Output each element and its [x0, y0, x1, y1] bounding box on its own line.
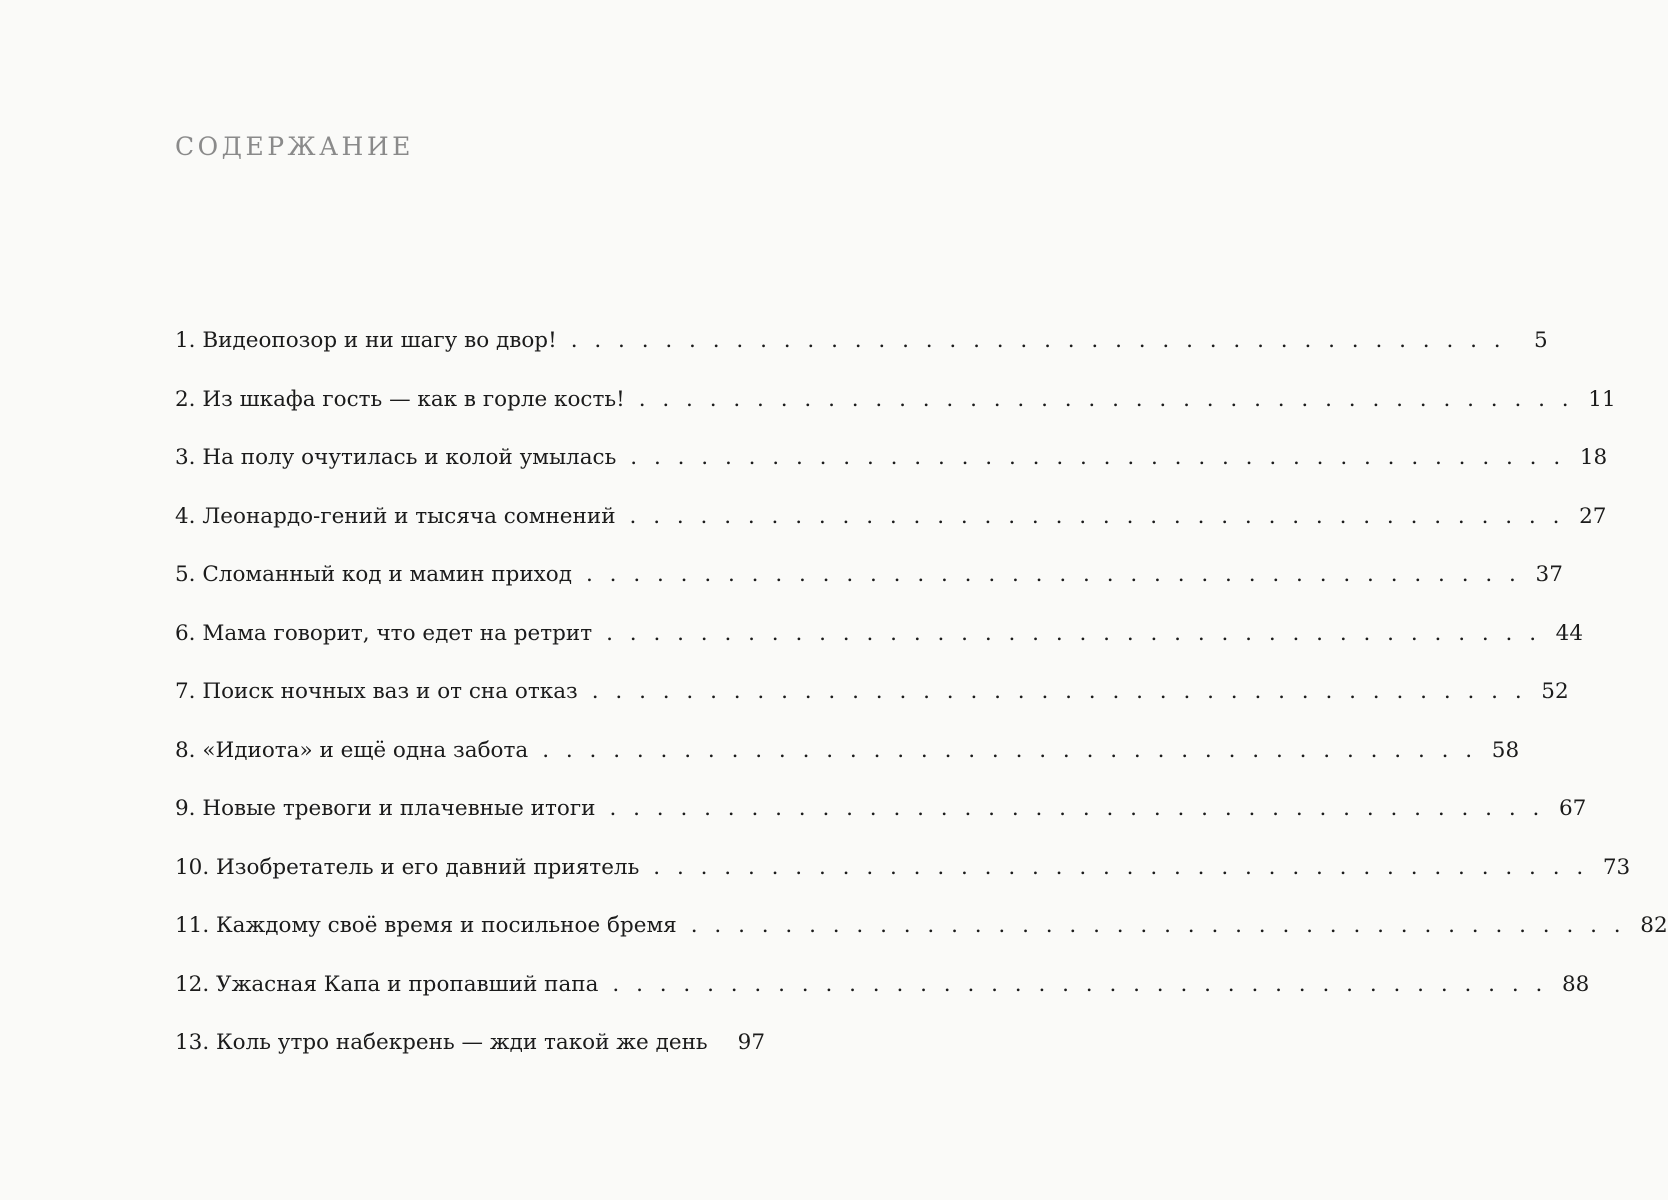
dot-leader: . . . . . . . . . . . . . . . . . . . . . . . . . . . . . . . . . . . . . . . . [570, 328, 1506, 353]
entry-page-number: 52 [1541, 679, 1569, 704]
dot-leader: . . . . . . . . . . . . . . . . . . . . . . . . . . . . . . . . . . . . . . . . [591, 679, 1527, 704]
dot-leader: . . . . . . . . . . . . . . . . . . . . . . . . . . . . . . . . . . . . . . . . [612, 971, 1548, 997]
dot-leader: . . . . . . . . . . . . . . . . . . . . . . . . . . . . . . . . . . . . . . . . [606, 620, 1542, 646]
dot-leader: . . . . . . . . . . . . . . . . . . . . . . . . . . . . . . . . . . . . . . . . [638, 386, 1574, 412]
toc-entry [175, 377, 1616, 436]
entry-title: 12. Ужасная Капа и пропавший папа [175, 971, 599, 997]
entry-title: 8. «Идиота» и ещё одна забота [175, 737, 529, 763]
entry-page-number: 58 [1491, 737, 1520, 763]
entry-title: 4. Леонардо-гений и тысяча сомнений [175, 503, 616, 529]
toc-entry [175, 962, 1590, 1021]
toc-entry [175, 435, 1608, 494]
table-of-contents [175, 318, 1668, 1079]
entry-title: 1. Видеопозор и ни шагу во двор! [175, 328, 557, 353]
entry-title: 5. Сломанный код и мамин приход [175, 562, 572, 587]
dot-leader: . . . . . . . . . . . . . . . . . . . . . . . . . . . . . . . . . . . . . . . . [609, 796, 1545, 821]
entry-page-number: 97 [737, 1030, 765, 1055]
toc-entry [175, 845, 1631, 904]
dot-leader: . . . . . . . . . . . . . . . . . . . . . . . . . . . . . . . . . . . . . . . . [585, 562, 1521, 587]
entry-page-number: 27 [1579, 503, 1607, 529]
entry-page-number: 37 [1535, 562, 1563, 587]
entry-page-number: 82 [1640, 913, 1668, 938]
entry-title: 11. Каждому своё время и посильное бремя [175, 913, 677, 938]
toc-entry [175, 552, 1563, 611]
dot-leader: . . . . . . . . . . . . . . . . . . . . . . . . . . . . . . . . . . . . . . . . [690, 913, 1626, 938]
contents-heading: СОДЕРЖАНИЕ [175, 132, 414, 161]
entry-title: 3. На полу очутилась и колой умылась [175, 445, 617, 470]
entry-page-number: 73 [1602, 854, 1631, 880]
entry-page-number: 44 [1555, 620, 1584, 646]
entry-title: 9. Новые тревоги и плачевные итоги [175, 796, 596, 821]
dot-leader [722, 1020, 723, 1066]
entry-page-number: 88 [1561, 971, 1590, 997]
entry-title: 6. Мама говорит, что едет на ретрит [175, 620, 593, 646]
entry-title: 2. Из шкафа гость — как в горле кость! [175, 386, 625, 412]
entry-title: 10. Изобретатель и его давний приятель [175, 854, 640, 880]
toc-entry [175, 611, 1584, 670]
toc-entry [175, 728, 1520, 787]
toc-entry [175, 1020, 765, 1079]
toc-entry [175, 903, 1668, 962]
toc-entry [175, 494, 1607, 553]
toc-entry [175, 318, 1548, 377]
dot-leader: . . . . . . . . . . . . . . . . . . . . . . . . . . . . . . . . . . . . . . . . [630, 445, 1566, 470]
entry-page-number: 67 [1559, 796, 1587, 821]
entry-title: 7. Поиск ночных ваз и от сна отказ [175, 679, 578, 704]
dot-leader: . . . . . . . . . . . . . . . . . . . . . . . . . . . . . . . . . . . . . . . . [653, 854, 1589, 880]
toc-entry [175, 669, 1569, 728]
dot-leader: . . . . . . . . . . . . . . . . . . . . . . . . . . . . . . . . . . . . . . . . [542, 737, 1478, 763]
entry-title: 13. Коль утро набекрень — жди такой же день [175, 1030, 708, 1055]
dot-leader: . . . . . . . . . . . . . . . . . . . . . . . . . . . . . . . . . . . . . . . . [629, 503, 1565, 529]
toc-entry [175, 786, 1587, 845]
entry-page-number: 11 [1588, 386, 1616, 412]
entry-page-number: 18 [1579, 445, 1608, 470]
entry-page-number: 5 [1533, 328, 1548, 353]
